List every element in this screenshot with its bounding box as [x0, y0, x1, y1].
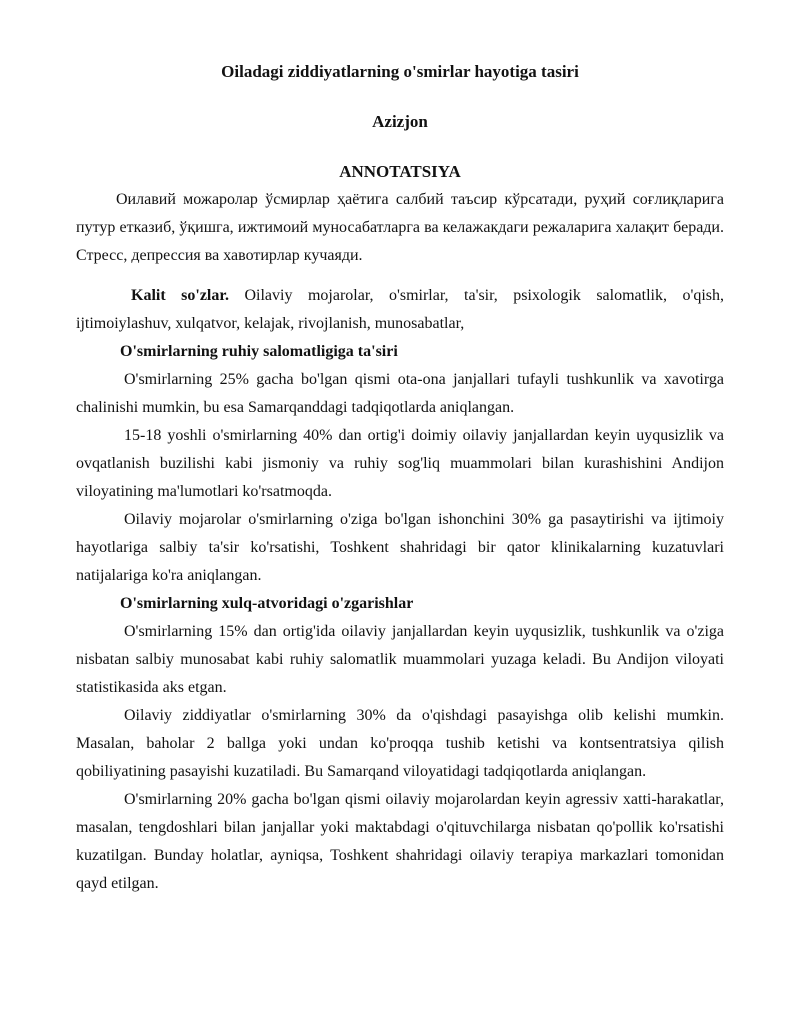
section-heading-ruhiy-salomatlik: O'smirlarning ruhiy salomatligiga ta'siri [120, 343, 398, 360]
section1-paragraph-3: Oilaviy mojarolar o'smirlarning o'ziga bo'lgan ishonchini 30% ga pasaytirishi va ijtimoiy hayotlariga salbiy ta'sir ko'rsatishi, Toshkent shahridagi bir qator klinikalarning kuzatuvlari natijalariga ko'ra aniqlangan. [76, 511, 724, 584]
section-heading-xulq-atvor: O'smirlarning xulq-atvoridagi o'zgarishlar [120, 595, 414, 612]
annotation-paragraph: Оилавий можаролар ўсмирлар ҳаётига салбий таъсир кўрсатади, руҳий соғлиқларига путур етказиб, ўқишга, ижтимоий муносабатларга ва келажакдаги режаларига халақит беради. Стресс, депрессия ва хавотирлар кучаяди. [76, 191, 724, 264]
author-name: Azizjon [372, 112, 428, 131]
section2-paragraph-2: Oilaviy ziddiyatlar o'smirlarning 30% da o'qishdagi pasayishga olib kelishi mumkin. Masalan, baholar 2 ballga yoki undan ko'proqqa tushib ketishi va kontsentratsiya qilish qobiliyatining pasayishi kuzatiladi. Bu Samarqand viloyatidagi tadqiqotlarda aniqlangan. [76, 707, 724, 780]
keywords-label: Kalit so'zlar. [131, 287, 229, 304]
annotation-heading: ANNOTATSIYA [339, 162, 461, 181]
keywords-text: Oilaviy mojarolar, o'smirlar, ta'sir, psixologik salomatlik, o'qish, ijtimoiylashuv, xulqatvor, kelajak, rivojlanish, munosabatlar, [76, 287, 725, 332]
document-title: Oiladagi ziddiyatlarning o'smirlar hayotiga tasiri [221, 62, 579, 81]
section1-paragraph-1: O'smirlarning 25% gacha bo'lgan qismi ota-ona janjallari tufayli tushkunlik va xavotirga chalinishi mumkin, bu esa Samarqanddagi tadqiqotlarda aniqlangan. [76, 371, 724, 416]
section1-paragraph-2: 15-18 yoshli o'smirlarning 40% dan ortig'i doimiy oilaviy janjallardan keyin uyqusizlik va ovqatlanish buzilishi kabi jismoniy va ruhiy sog'liq muammolari bilan kurashishini Andijon viloyatining ma'lumotlari ko'rsatmoqda. [76, 427, 724, 500]
keywords-paragraph [76, 282, 724, 338]
section2-paragraph-3: O'smirlarning 20% gacha bo'lgan qismi oilaviy mojarolardan keyin agressiv xatti-harakatlar, masalan, tengdoshlari bilan janjallar yoki maktabdagi o'qituvchilarga nisbatan qo'pollik ko'rsatishi kuzatilgan. Bunday holatlar, ayniqsa, Toshkent shahridagi oilaviy terapiya markazlari tomonidan qayd etilgan. [76, 791, 724, 892]
section2-paragraph-1: O'smirlarning 15% dan ortig'ida oilaviy janjallardan keyin uyqusizlik, tushkunlik va o'ziga nisbatan salbiy munosabat kabi ruhiy salomatlik muammolari yuzaga keladi. Bu Andijon viloyati statistikasida aks etgan. [76, 623, 724, 696]
